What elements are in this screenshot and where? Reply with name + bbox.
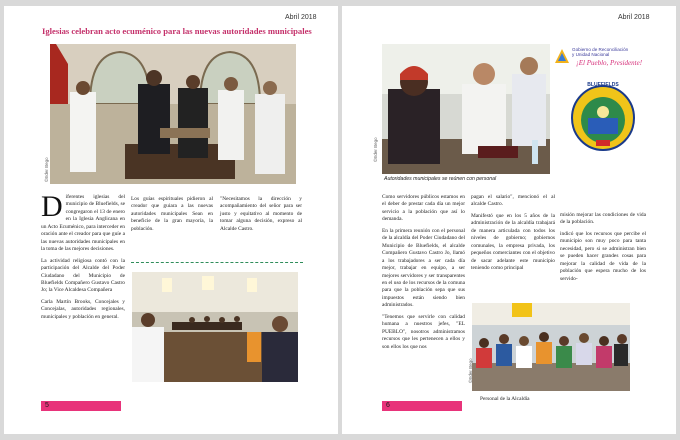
seal-text: BLUEFIELDS [587, 82, 619, 88]
photo-caption: Autoridades municipales se reúnen con personal [384, 176, 497, 182]
church-ceremony-photo [50, 44, 296, 184]
paragraph: "Tenemos que servirle con calidad humana a nuestros jefes, "EL PUEBLO", nosotros administramos recursos que les pertenecen a ellos y son ellos los que nos [382, 313, 465, 350]
logo-slogan: ¡El Pueblo, Presidente! [576, 59, 643, 67]
municipal-seal [566, 76, 640, 156]
paragraph: Carla Martín Brooks, Concejales y Concejalas, autoridades regionales, municipales y población en general. [41, 298, 125, 320]
left-page [4, 6, 338, 434]
paragraph: "Necesitamos la dirección y acompañamiento del señor para ser justo y equitativo al momento de tomar alguna decisión, expreso al Alcalde Castro. [220, 196, 302, 232]
article-column-1 [41, 190, 125, 325]
page-number: 5 [45, 402, 49, 409]
government-logo [554, 46, 668, 72]
paragraph: En la primera reunión con el personal de la alcaldía del Poder Ciudadano del Municipio de Bluefields, el alcalde Compañero Gustavo Castro Jo, llamó a los trabajadores a ser cada día mejor, trabajar en equipo, a ser mejores servidores y ser transparentes en el uso de los recursos de la comuna para que la población sepa que sus impuestos están siendo bien administrados. [382, 227, 465, 309]
paragraph: Los guías espirituales pidieron al creador que guiara a las nuevas autoridades municipales Sean en beneficie de la gran mayoría, la población. [131, 196, 213, 232]
paragraph: Como servidores públicos estamos en el deber de prestar cada día un mejor servicio a la población que así lo demanda. [382, 194, 465, 223]
dropcap: D [41, 190, 63, 223]
paragraph: indicó que los recursos que percibe el municipio son muy poco para tanta necesidad, pero si se administran bien se pueden hacer grandes cosas para mejorar la calidad de vida de la población que espera mucho de los servido- [560, 230, 646, 282]
page-number-bar [41, 401, 121, 411]
article-column-2 [131, 196, 213, 237]
meeting-photo [382, 44, 550, 174]
article-headline: Iglesias celebran acto ecuménico para las nuevas autoridades municipales [42, 26, 312, 36]
photo-caption: Personal de la Alcaldía [480, 396, 530, 402]
issue-date: Abril 2018 [285, 14, 317, 21]
triangle-logo-icon [554, 48, 570, 64]
paragraph: Manifestó que en los 5 años de la administración de la alcaldía trabajará de manera articulada con todos los niveles de gobierno; gobiernos comunales, la empresa privada, los pequeños comerciantes con el objetivo de sacar adelante este municipio teniendo como principal [471, 212, 555, 272]
paragraph: misión mejorar las condiciones de vida de la población. [560, 212, 646, 226]
article-column-3 [220, 196, 302, 237]
issue-date: Abril 2018 [618, 14, 650, 21]
congregation-photo [132, 272, 298, 382]
page-number-bar [382, 401, 462, 411]
right-page [342, 6, 676, 434]
paragraph: pagan el salario", mencionó el al alcalde Castro. [471, 194, 555, 208]
paragraph: iferentes iglesias del municipio de Bluefields, se congregaron el 13 de enero en la Iglesia Anglicana en un Acto Ecuménico, para interceder en oración ante el creador para que guíe a las nuevas autoridades municipales en la toma de las mejores decisiones. [41, 194, 125, 253]
logo-line-1: Gobierno de Reconciliación [572, 47, 629, 52]
section-divider [131, 262, 303, 263]
photo-credit: ©Eder Bego [468, 358, 473, 383]
paragraph: La actividad religiosa contó con la participación del Alcalde del Poder Ciudadano del Municipio de Bluefields Compañero Gustavo Castro Jo; la Vice Alcaldesa Compañera [41, 257, 125, 294]
photo-credit: ©Eder Bego [44, 157, 49, 182]
staff-photo [472, 303, 630, 391]
page-number: 6 [386, 402, 390, 409]
article-column-2 [471, 194, 555, 277]
article-column-3 [560, 212, 646, 287]
article-column-1 [382, 194, 465, 355]
photo-credit: ©Eder Bego [373, 137, 378, 162]
logo-line-2: y Unidad Nacional [572, 51, 610, 57]
